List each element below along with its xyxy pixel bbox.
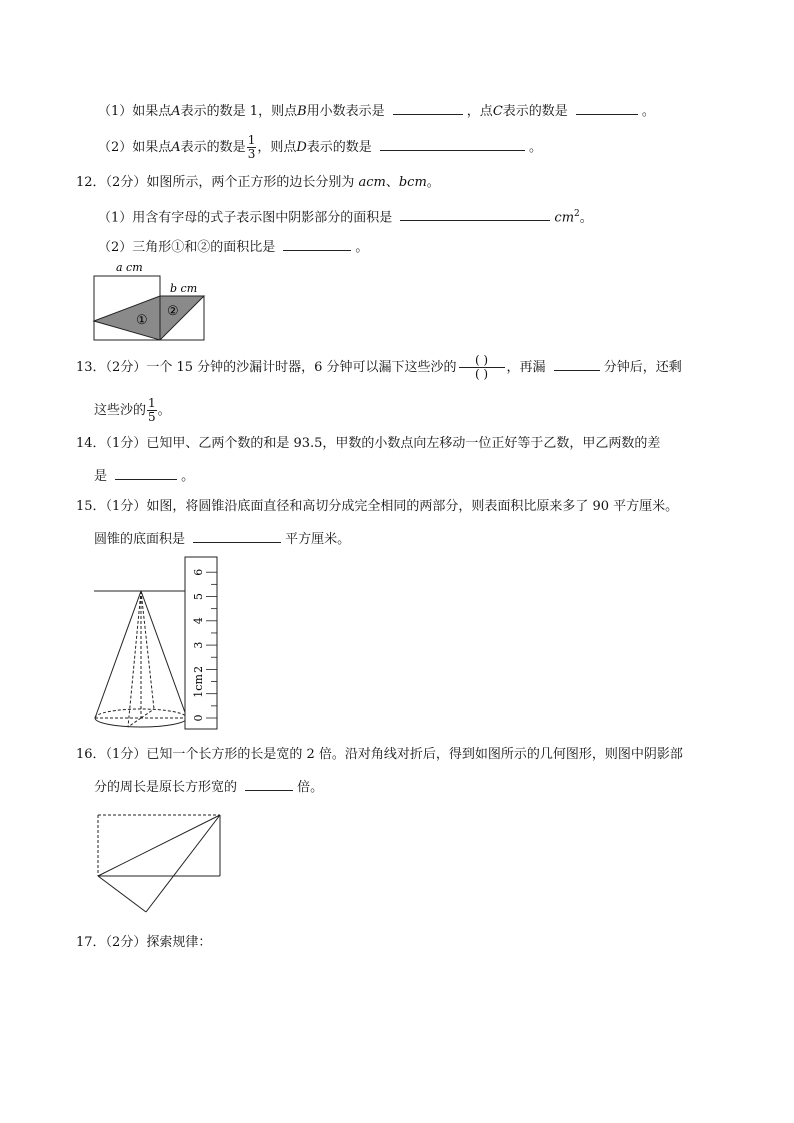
- q14-line2: 是 。: [94, 466, 194, 486]
- answer-blank-q11-d[interactable]: [380, 137, 525, 151]
- ruler-label: 3: [192, 641, 205, 649]
- ruler-label: 6: [192, 568, 205, 576]
- q16-stem: 16．（1分）已知一个长方形的长是宽的 2 倍。沿对角线对折后，得到如图所示的几何图形，则图中阴影部: [76, 747, 683, 762]
- q11-part1: （1）如果点A表示的数是 1，则点B用小数表示是 ，点C表示的数是 。: [98, 101, 655, 121]
- q13-stem: 13．（2分）一个 15 分钟的沙漏计时器，6 分钟可以漏下这些沙的 ( ) ( ) ，再漏 分钟后，还剩: [76, 353, 682, 381]
- region-2-label: ②: [167, 304, 179, 319]
- answer-blank-q12-area[interactable]: [400, 207, 550, 221]
- answer-blank-q15[interactable]: [193, 529, 281, 543]
- fraction-blank-parens[interactable]: ( ) ( ): [459, 354, 505, 381]
- answer-blank-q11-c[interactable]: [576, 101, 638, 115]
- ruler-label: 2: [192, 665, 205, 673]
- region-1-label: ①: [136, 313, 148, 328]
- flap-left-edge: [98, 876, 146, 912]
- ruler-label: 5: [192, 593, 205, 600]
- q13-line2: 这些沙的 $\frac{1}{5}$ 。: [94, 396, 171, 424]
- shaded-region: [94, 296, 204, 340]
- q17-stem: 17．（2分）探索规律：: [76, 935, 212, 950]
- q15-line2: 圆锥的底面积是 平方厘米。: [94, 529, 350, 549]
- q16-folded-rectangle-figure: [94, 810, 226, 918]
- q15-stem: 15．（1分）如图，将圆锥沿底面直径和高切分成完全相同的两部分，则表面积比原来多了 90 平方厘米。: [76, 499, 679, 514]
- q12-squares-figure: [90, 258, 220, 346]
- label-b-cm: b cm: [170, 282, 198, 295]
- diagonal-fold-line: [98, 815, 220, 876]
- q12-stem: 12．（2分）如图所示，两个正方形的边长分别为 acm、bcm。: [76, 175, 440, 190]
- q16-line2: 分的周长是原长方形宽的 倍。: [94, 777, 323, 797]
- answer-blank-q12-ratio[interactable]: [283, 237, 351, 251]
- answer-blank-q13-minutes[interactable]: [554, 357, 600, 371]
- label-a-cm: a cm: [116, 261, 143, 274]
- q12-part2: （2）三角形①和②的面积比是 。: [98, 237, 368, 257]
- q12-part1: （1）用含有字母的式子表示图中阴影部分的面积是 $cm^2$。: [98, 209, 593, 226]
- q14-stem: 14．（1分）已知甲、乙两个数的和是 93.5，甲数的小数点向左移动一位正好等于乙数，甲乙两数的差: [76, 436, 661, 451]
- answer-blank-q14[interactable]: [115, 466, 177, 480]
- q15-cone-ruler-figure: [90, 555, 225, 735]
- q11-part2: （2）如果点A表示的数是 $\frac{1}{3}$ ，则点D表示的数是 。: [98, 133, 542, 161]
- fraction-one-third: $\frac{1}{3}$: [247, 133, 256, 161]
- flap-right-edge: [146, 815, 220, 912]
- answer-blank-q16[interactable]: [245, 777, 293, 791]
- cone-right-edge: [141, 591, 187, 718]
- cone-base-front: [95, 718, 187, 727]
- ruler-label: 0: [192, 714, 205, 722]
- cone-left-edge: [95, 591, 141, 718]
- cone-base-radius-back: [141, 709, 154, 718]
- fraction-one-fifth: $\frac{1}{5}$: [148, 396, 156, 424]
- cone-base-radius-front: [128, 718, 141, 727]
- ruler-label: 1cm: [192, 674, 205, 698]
- ruler-label: 4: [192, 617, 205, 625]
- answer-blank-q11-b[interactable]: [393, 101, 463, 115]
- cone-inner-line-left: [128, 591, 141, 727]
